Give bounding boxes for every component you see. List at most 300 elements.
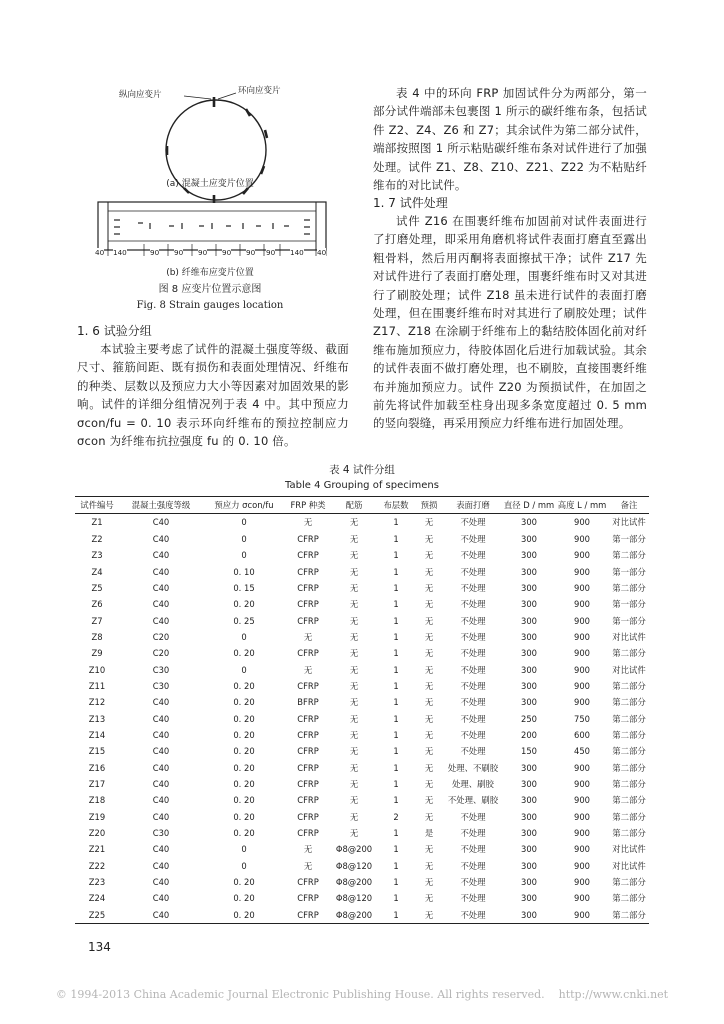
table-body — [75, 514, 649, 924]
table-cell: 0 — [241, 517, 247, 528]
table-cell: 0. 20 — [233, 909, 255, 920]
table-cell: 1 — [393, 599, 399, 610]
table-cell: 第一部分 — [612, 533, 646, 544]
table-cell: 无 — [424, 517, 434, 528]
table-cell: CFRP — [297, 566, 319, 577]
table-cell: 1 — [393, 762, 399, 773]
table-cell: 无 — [303, 631, 313, 642]
table-cell: 无 — [349, 680, 359, 691]
table-cell: 无 — [424, 811, 434, 822]
dim-label: 90 — [246, 248, 256, 257]
table-title-cn: 表 4 试件分组 — [329, 464, 395, 476]
table-cell: Z17 — [88, 778, 106, 789]
table-cell: 900 — [574, 615, 590, 626]
table-cell: Φ8@120 — [335, 893, 373, 904]
table-cell: 150 — [521, 746, 537, 757]
column-header: 配筋 — [345, 500, 363, 511]
right-paragraph-body — [373, 212, 647, 433]
table-cell: 不处理 — [460, 828, 486, 838]
table-cell: 900 — [574, 795, 590, 806]
table-cell: 1 — [393, 631, 399, 642]
table-row — [75, 808, 649, 824]
table-cell: 2 — [393, 811, 399, 822]
table-cell: C40 — [152, 550, 170, 561]
table-cell: 300 — [521, 680, 537, 691]
table-cell: 300 — [521, 877, 537, 888]
table-cell: 0 — [241, 550, 247, 561]
table-cell: Z15 — [88, 746, 106, 757]
table-cell: Z25 — [88, 909, 106, 920]
table-cell: 300 — [521, 533, 537, 544]
table-cell: CFRP — [297, 599, 319, 610]
table-cell: 900 — [574, 844, 590, 855]
table-cell: 900 — [574, 811, 590, 822]
table-row — [75, 890, 649, 906]
table-cell: C40 — [152, 697, 170, 708]
table-cell: 300 — [521, 550, 537, 561]
table-cell: 不处理 — [460, 893, 486, 904]
table-cell: 1 — [393, 648, 399, 659]
table-cell: 1 — [393, 582, 399, 593]
table-cell: C40 — [152, 811, 170, 822]
table-cell: CFRP — [297, 877, 319, 888]
table-cell: 第二部分 — [612, 746, 646, 757]
table-cell: C40 — [152, 746, 170, 757]
table-cell: CFRP — [297, 811, 319, 822]
table-cell: BFRP — [297, 697, 319, 708]
table-cell: 无 — [349, 828, 359, 838]
table-cell: 无 — [424, 877, 434, 888]
table-cell: 无 — [424, 795, 434, 806]
table-cell: CFRP — [297, 762, 319, 773]
table-cell: Z2 — [91, 533, 103, 544]
table-4-container — [75, 496, 649, 924]
table-cell: 无 — [424, 860, 434, 871]
table-cell: 0. 20 — [233, 697, 255, 708]
paragraph-two-parts: 表 4 中的环向 FRP 加固试件分为两部分，第一部分试件端部未包裹图 1 所示的碳纤维布条，包括试件 Z2、Z4、Z6 和 Z7；其余试件为第二部分试件，端部按照图 1 所示粘贴碳纤维布条对试件进行了加强处理。试件 Z1、Z8、Z10、Z21、Z22 为不粘贴纤维布的对比试件。 — [373, 86, 647, 193]
table-cell: 250 — [521, 713, 537, 724]
table-row — [75, 514, 649, 531]
table-cell: CFRP — [297, 680, 319, 691]
table-cell: 900 — [574, 893, 590, 904]
table-cell: 300 — [521, 697, 537, 708]
table-cell: 无 — [349, 729, 359, 740]
dim-label: 140 — [113, 248, 127, 257]
table-cell: C40 — [152, 599, 170, 610]
table-cell: Z10 — [88, 664, 106, 675]
table-cell: 0 — [241, 533, 247, 544]
table-cell: Z13 — [88, 713, 106, 724]
table-cell: 300 — [521, 664, 537, 675]
table-cell: 处理、不刷胶 — [447, 762, 499, 773]
table-cell: 无 — [349, 697, 359, 708]
table-cell: 第二部分 — [612, 729, 646, 740]
table-cell: 无 — [424, 664, 434, 675]
table-cell: 0 — [241, 860, 247, 871]
table-cell: 无 — [303, 844, 313, 855]
table-cell: Z22 — [88, 860, 106, 871]
table-cell: CFRP — [297, 533, 319, 544]
table-cell: 无 — [349, 795, 359, 806]
table-cell: 无 — [424, 533, 434, 544]
table-cell: 0. 20 — [233, 893, 255, 904]
copyright-footer: © 1994-2013 China Academic Journal Electronic Publishing House. All rights reserved. http://www.cnki.net — [55, 988, 669, 1001]
table-cell: Φ8@120 — [335, 860, 373, 871]
table-row — [75, 547, 649, 563]
table-cell: 第二部分 — [612, 778, 646, 789]
table-cell: 无 — [349, 778, 359, 789]
table-cell: 无 — [349, 811, 359, 822]
table-cell: Z9 — [91, 648, 103, 659]
table-cell: 900 — [574, 631, 590, 642]
table-cell: 1 — [393, 844, 399, 855]
section-heading-1-6: 1. 6 试验分组 — [77, 324, 152, 338]
table-cell: 无 — [424, 631, 434, 642]
table-header — [75, 497, 649, 514]
table-cell: Φ8@200 — [335, 844, 373, 855]
column-header: 布层数 — [383, 500, 409, 511]
table-cell: 无 — [424, 550, 434, 561]
table-cell: 无 — [424, 746, 434, 757]
column-header: 备注 — [620, 500, 638, 511]
table-cell: 1 — [393, 566, 399, 577]
table-cell: C30 — [152, 664, 170, 675]
subcaption-b: (b) 纤维布应变片位置 — [166, 268, 254, 278]
table-cell: Z5 — [91, 582, 103, 593]
table-row — [75, 907, 649, 924]
table-cell: CFRP — [297, 729, 319, 740]
table-cell: 不处理 — [460, 746, 486, 757]
table-cell: 0. 20 — [233, 877, 255, 888]
table-cell: 第一部分 — [612, 566, 646, 577]
table-cell: C40 — [152, 893, 170, 904]
table-cell: 第一部分 — [612, 615, 646, 626]
figure-caption-cn: 图 8 应变片位置示意图 — [158, 284, 262, 295]
table-cell: C40 — [152, 778, 170, 789]
dim-label: 40 — [317, 248, 327, 257]
table-cell: 1 — [393, 795, 399, 806]
table-cell: 第二部分 — [612, 713, 646, 724]
table-cell: 不处理 — [460, 615, 486, 626]
table-cell: 无 — [349, 713, 359, 724]
table-cell: 第二部分 — [612, 795, 646, 806]
column-header: FRP 种类 — [290, 500, 326, 511]
table-cell: 900 — [574, 550, 590, 561]
table-row — [75, 858, 649, 874]
table-cell: 0. 20 — [233, 713, 255, 724]
table-cell: 300 — [521, 893, 537, 904]
table-cell: 1 — [393, 893, 399, 904]
table-cell: 无 — [349, 762, 359, 773]
table-cell: C40 — [152, 844, 170, 855]
dim-label: 90 — [222, 248, 232, 257]
table-cell: 300 — [521, 517, 537, 528]
table-cell: 对比试件 — [612, 844, 646, 855]
table-cell: 900 — [574, 697, 590, 708]
table-cell: 第二部分 — [612, 877, 646, 888]
table-cell: 750 — [574, 713, 590, 724]
table-cell: 1 — [393, 729, 399, 740]
table-cell: 不处理 — [460, 909, 486, 920]
table-cell: CFRP — [297, 828, 319, 838]
table-cell: 不处理 — [460, 599, 486, 610]
table-cell: Z21 — [88, 844, 106, 855]
table-cell: 第二部分 — [612, 762, 646, 773]
table-cell: 300 — [521, 860, 537, 871]
table-cell: Z24 — [88, 893, 106, 904]
table-cell: 无 — [424, 778, 434, 789]
table-cell: 300 — [521, 811, 537, 822]
figure-8 — [86, 80, 338, 320]
table-cell: 第二部分 — [612, 550, 646, 561]
table-row — [75, 759, 649, 775]
table-cell: 第二部分 — [612, 909, 646, 920]
table-cell: CFRP — [297, 550, 319, 561]
column-header: 高度 L / mm — [557, 500, 607, 511]
table-cell: 不处理 — [460, 877, 486, 888]
table-cell: 不处理 — [460, 533, 486, 544]
table-cell: 无 — [424, 615, 434, 626]
table-cell: Z7 — [91, 615, 103, 626]
table-row — [75, 776, 649, 792]
table-cell: 300 — [521, 648, 537, 659]
table-cell: Φ8@200 — [335, 877, 373, 888]
table-cell: 无 — [349, 664, 359, 675]
table-cell: 无 — [424, 697, 434, 708]
table-cell: 无 — [424, 713, 434, 724]
page-number: 134 — [88, 940, 111, 954]
table-cell: 300 — [521, 599, 537, 610]
table-cell: 无 — [349, 566, 359, 577]
table-cell: 无 — [424, 599, 434, 610]
table-cell: 0 — [241, 664, 247, 675]
table-cell: C40 — [152, 909, 170, 920]
table-cell: CFRP — [297, 746, 319, 757]
table-cell: 不处理 — [460, 860, 486, 871]
table-row — [75, 531, 649, 547]
table-cell: 1 — [393, 697, 399, 708]
table-cell: 1 — [393, 909, 399, 920]
column-header: 混凝土强度等级 — [131, 500, 191, 511]
table-cell: 无 — [303, 664, 313, 675]
table-cell: 1 — [393, 517, 399, 528]
table-cell: 900 — [574, 909, 590, 920]
table-cell: 无 — [424, 566, 434, 577]
table-cell: 不处理 — [460, 631, 486, 642]
table-cell: 300 — [521, 828, 537, 838]
table-cell: C40 — [152, 795, 170, 806]
table-cell: 对比试件 — [612, 517, 646, 528]
table-row — [75, 743, 649, 759]
table-cell: Z4 — [91, 566, 103, 577]
dimension-labels — [95, 248, 328, 258]
paragraph-specimen-treatment: 试件 Z16 在围裹纤维布加固前对试件表面进行了打磨处理，即采用角磨机将试件表面打磨直至露出粗骨料，然后用丙酮将表面擦拭干净；试件 Z17 先对试件进行了表面打磨处理，围裹纤维布时又对其进行了刷胶处理；试件 Z18 虽未进行试件的表面打磨处理，但在围裹纤维布时对其进行了刷胶处理；试件 Z17、Z18 在涂刷于纤维布上的黏结胶体固化前对纤维布施加预应力，待胶体固化后进行加载试验。其余的试件表面不做打磨处理，也不刷胶，直接围裹纤维布并施加预应力。试件 Z20 为预损试件，在加固之前先将试件加载至柱身出现多条宽度超过 0. 5 mm 的竖向裂缝，再采用预应力纤维布进行加固处理。 — [373, 214, 647, 431]
table-row — [75, 825, 649, 841]
table-cell: 不处理 — [460, 697, 486, 708]
table-cell: 无 — [424, 680, 434, 691]
table-cell: 第二部分 — [612, 680, 646, 691]
table-cell: 900 — [574, 648, 590, 659]
table-cell: 无 — [424, 762, 434, 773]
dim-label: 90 — [174, 248, 184, 257]
table-cell: Z23 — [88, 877, 106, 888]
table-cell: CFRP — [297, 893, 319, 904]
table-cell: C40 — [152, 566, 170, 577]
table-cell: CFRP — [297, 582, 319, 593]
table-row — [75, 563, 649, 579]
table-row — [75, 661, 649, 677]
table-cell: 0. 20 — [233, 795, 255, 806]
table-cell: 无 — [349, 648, 359, 659]
table-cell: Z16 — [88, 762, 106, 773]
table-cell: 不处理 — [460, 664, 486, 675]
table-cell: 300 — [521, 909, 537, 920]
table-cell: 300 — [521, 582, 537, 593]
right-paragraph-top — [373, 84, 647, 194]
table-cell: CFRP — [297, 713, 319, 724]
left-paragraph — [77, 340, 349, 450]
table-cell: CFRP — [297, 648, 319, 659]
table-cell: 不处理 — [460, 517, 486, 528]
table-cell: Z11 — [88, 680, 106, 691]
table-cell: 第二部分 — [612, 697, 646, 708]
table-cell: 对比试件 — [612, 860, 646, 871]
table-cell: 处理、刷胶 — [452, 778, 494, 789]
table-cell: 无 — [349, 533, 359, 544]
table-cell: C30 — [152, 680, 170, 691]
table-row — [75, 841, 649, 857]
table-cell: 900 — [574, 860, 590, 871]
table-cell: 900 — [574, 762, 590, 773]
specimen-table — [75, 496, 649, 924]
table-row — [75, 727, 649, 743]
table-cell: 0 — [241, 844, 247, 855]
table-cell: Z14 — [88, 729, 106, 740]
table-cell: 不处理 — [460, 680, 486, 691]
table-cell: Z19 — [88, 811, 106, 822]
table-cell: 0. 20 — [233, 599, 255, 610]
table-cell: 1 — [393, 746, 399, 757]
column-header: 直径 D / mm — [503, 500, 555, 511]
table-cell: 900 — [574, 828, 590, 838]
table-cell: Z8 — [91, 631, 103, 642]
table-cell: 无 — [349, 582, 359, 593]
table-cell: 不处理、刷胶 — [447, 795, 499, 806]
table-cell: C40 — [152, 582, 170, 593]
table-cell: 0. 15 — [233, 582, 255, 593]
table-cell: 无 — [303, 517, 313, 528]
table-cell: 无 — [349, 517, 359, 528]
table-cell: 对比试件 — [612, 664, 646, 675]
table-cell: 不处理 — [460, 713, 486, 724]
table-cell: 无 — [349, 631, 359, 642]
table-cell: 1 — [393, 664, 399, 675]
table-cell: 900 — [574, 664, 590, 675]
table-cell: 不处理 — [460, 648, 486, 659]
table-cell: CFRP — [297, 615, 319, 626]
table-cell: 300 — [521, 844, 537, 855]
figure-caption-en: Fig. 8 Strain gauges location — [136, 300, 284, 311]
table-cell: C40 — [152, 877, 170, 888]
table-cell: 无 — [424, 582, 434, 593]
table-cell: C40 — [152, 713, 170, 724]
table-row — [75, 645, 649, 661]
table-cell: 1 — [393, 713, 399, 724]
table-cell: 0. 25 — [233, 615, 255, 626]
dim-label: 90 — [266, 248, 276, 257]
table-cell: 300 — [521, 778, 537, 789]
table-cell: C40 — [152, 615, 170, 626]
table-cell: C20 — [152, 631, 170, 642]
table-cell: 无 — [349, 550, 359, 561]
table-cell: 无 — [349, 746, 359, 757]
table-cell: 0. 20 — [233, 729, 255, 740]
table-cell: CFRP — [297, 909, 319, 920]
table-cell: 1 — [393, 533, 399, 544]
column-header: 表面打磨 — [456, 500, 490, 511]
dim-label: 140 — [290, 248, 304, 257]
dim-label: 90 — [150, 248, 160, 257]
table-cell: Z18 — [88, 795, 106, 806]
table-cell: 对比试件 — [612, 631, 646, 642]
table-cell: 第二部分 — [612, 648, 646, 659]
table-cell: Z6 — [91, 599, 103, 610]
table-cell: CFRP — [297, 778, 319, 789]
table-cell: CFRP — [297, 795, 319, 806]
table-cell: 900 — [574, 566, 590, 577]
table-cell: 0. 10 — [233, 566, 255, 577]
table-cell: 第一部分 — [612, 599, 646, 610]
axial-gauge-label: 纵向应变片 — [119, 90, 162, 100]
table-cell: 无 — [303, 860, 313, 871]
table-row — [75, 694, 649, 710]
table-cell: 900 — [574, 680, 590, 691]
table-cell: 300 — [521, 795, 537, 806]
section-heading-1-7: 1. 7 试件处理 — [373, 196, 448, 210]
table-cell: 第二部分 — [612, 828, 646, 838]
table-cell: 不处理 — [460, 811, 486, 822]
table-cell: Z1 — [91, 517, 103, 528]
table-row — [75, 629, 649, 645]
table-cell: C20 — [152, 648, 170, 659]
hoop-gauge-label: 环向应变片 — [238, 86, 281, 96]
table-cell: 1 — [393, 877, 399, 888]
table-cell: 不处理 — [460, 566, 486, 577]
table-cell: 300 — [521, 631, 537, 642]
table-cell: Z12 — [88, 697, 106, 708]
table-cell: C40 — [152, 533, 170, 544]
table-row — [75, 612, 649, 628]
table-cell: 0. 20 — [233, 828, 255, 838]
table-cell: 1 — [393, 778, 399, 789]
dim-label: 40 — [95, 248, 105, 257]
table-cell: 无 — [424, 729, 434, 740]
table-cell: 1 — [393, 550, 399, 561]
table-cell: 不处理 — [460, 550, 486, 561]
table-cell: 不处理 — [460, 729, 486, 740]
dim-label: 90 — [198, 248, 208, 257]
paragraph-grouping: 本试验主要考虑了试件的混凝土强度等级、截面尺寸、箍筋间距、既有损伤和表面处理情况、纤维布的种类、层数以及预应力大小等因素对加固效果的影响。试件的详细分组情况列于表 4 中。其中预应力 σcon/fu = 0. 10 表示环向纤维布的预拉控制应力 σcon 为纤维布抗拉强度 fu 的 0. 10 倍。 — [77, 342, 349, 449]
column-header: 预损 — [420, 500, 438, 511]
table-cell: 无 — [424, 909, 434, 920]
table-cell: 1 — [393, 680, 399, 691]
table-cell: 1 — [393, 615, 399, 626]
table-header-row — [75, 497, 649, 514]
table-cell: 900 — [574, 877, 590, 888]
table-cell: 是 — [424, 828, 434, 838]
column-header: 预应力 σcon/fu — [214, 500, 274, 511]
table-cell: 900 — [574, 533, 590, 544]
